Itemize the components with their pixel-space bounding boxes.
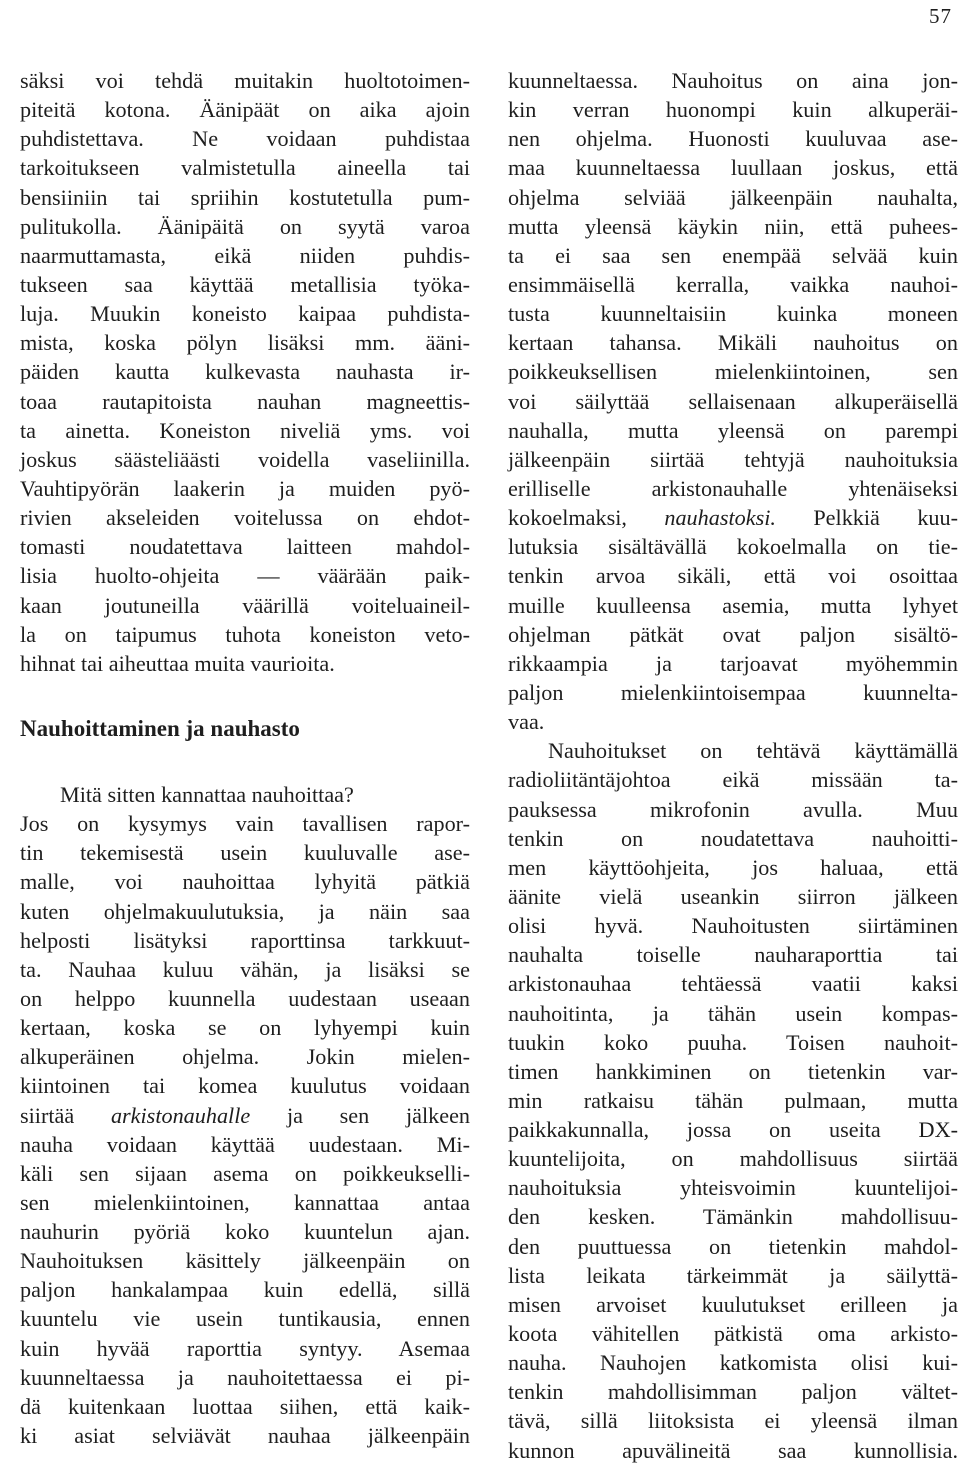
section-heading: Nauhoittaminen ja nauhasto: [20, 715, 300, 741]
text-line: nauhoituksia yhteisvoimin kuuntelijoi-: [508, 1175, 958, 1201]
text-line: helposti lisätyksi raporttinsa tarkkuut-: [20, 927, 470, 953]
text-line: lisia huolto-ohjeita — väärään paik-: [20, 563, 470, 589]
text-line: arkistonauhaa tehtäessä vaatii kaksi: [508, 971, 958, 997]
text-line: kunnon apuvälineitä saa kunnollisia.: [508, 1437, 958, 1463]
text-line: voi säilyttää sellaisenaan alkuperäisellä: [508, 388, 958, 414]
text-line: äänite vielä useankin siirron jälkeen: [508, 883, 958, 909]
text-line: tenkin arvoa sikäli, että voi osoittaa: [508, 563, 958, 589]
text-line: on helppo kuunnella uudestaan useaan: [20, 985, 470, 1011]
text-line: tenkin on noudatettava nauhoitti-: [508, 825, 958, 851]
text-line: Mitä sitten kannattaa nauhoittaa?: [60, 781, 354, 807]
text-segment: siirtää: [20, 1102, 75, 1128]
text-line: nauhalla, mutta yleensä on parempi: [508, 417, 958, 443]
text-line: piteitä kotona. Äänipäät on aika ajoin: [20, 97, 470, 123]
text-line: kuunneltaessa. Nauhoitus on aina jon-: [508, 68, 958, 93]
text-segment: Pelkkiä kuu-: [813, 505, 958, 531]
text-segment: kokoelmaksi,: [508, 505, 627, 531]
text-line: nauhurin pyöriä koko kuuntelun ajan.: [20, 1219, 470, 1245]
text-line: kertaan tahansa. Mikäli nauhoitus on: [508, 330, 958, 356]
text-line: tarkoitukseen valmistetulla aineella tai: [20, 155, 470, 181]
text-line: muille kuulleensa asemia, mutta lyhyet: [508, 592, 958, 618]
text-line: kuunneltaessa ja nauhoitettaessa ei pi-: [20, 1364, 470, 1390]
right-paragraph-technique: [508, 736, 958, 1465]
text-line: tävä, sillä liitoksista ei yleensä ilman: [508, 1408, 958, 1434]
text-line: tuukin koko puuha. Toisen nauhoit-: [508, 1029, 958, 1055]
text-line: ohjelman pätkät ovat paljon sisältö-: [508, 621, 958, 647]
text-line: nauha. Nauhojen katkomista olisi kui-: [508, 1350, 958, 1376]
text-line: kertaan, koska se on lyhyempi kuin: [20, 1015, 470, 1041]
text-line: dä kuitenkaan luottaa siihen, että kaik-: [20, 1393, 470, 1419]
text-line: mutta yleensä käykin niin, että puhees-: [508, 213, 958, 239]
text-line: hihnat tai aiheuttaa muita vaurioita.: [20, 650, 335, 676]
text-line: nauha voidaan käyttää uudestaan. Mi-: [20, 1131, 470, 1157]
text-line: kin verran huonompi kuin alkuperäi-: [508, 97, 958, 123]
text-line: toaa rautapitoista nauhan magneettis-: [20, 388, 470, 414]
text-line: tusta kuunneltaisiin kuinka moneen: [508, 301, 958, 327]
text-line: den kesken. Tämänkin mahdollisuu-: [508, 1204, 958, 1230]
text-line: ensimmäisellä kerralla, vaikka nauhoi-: [508, 271, 958, 297]
text-line: nauhalta toiselle nauharaporttia tai: [508, 942, 958, 968]
text-line: lutuksia sisältävällä kokoelmalla on tie-: [508, 534, 958, 560]
text-line: käli sen sijaan asema on poikkeukselli-: [20, 1160, 470, 1186]
text-line: kuuntelu vie usein tuntikausia, ennen: [20, 1306, 470, 1332]
right-paragraph-archive: [508, 66, 958, 736]
text-line: erilliselle arkistonauhalle yhtenäiseksi: [508, 475, 958, 501]
text-line: alkuperäinen ohjelma. Jokin mielen-: [20, 1044, 470, 1070]
text-line: min ratkaisu tähän pulmaan, mutta: [508, 1087, 958, 1113]
text-line-mixed: [20, 1101, 470, 1130]
text-line: ohjelma selviää jälkeenpäin nauhalta,: [508, 184, 958, 210]
emphasis-term: nauhastoksi.: [664, 505, 776, 531]
text-line: kuten ohjelmakuulutuksia, ja näin saa: [20, 898, 470, 924]
text-line: radioliitäntäjohtoa eikä missään ta-: [508, 767, 958, 793]
left-column: [20, 66, 470, 1450]
text-line: tomasti noudatettava laitteen mahdol-: [20, 534, 470, 560]
text-line: timen hankkiminen on tietenkin var-: [508, 1058, 958, 1084]
text-line: ta ainetta. Koneiston niveliä yms. voi: [20, 417, 470, 443]
text-line: kuuntelijoita, on mahdollisuus siirtää: [508, 1146, 958, 1172]
text-line: kiintoinen tai komea kuulutus voidaan: [20, 1073, 470, 1099]
text-line: rikkaampia ja tarjoavat myöhemmin: [508, 650, 958, 676]
text-line: maa kuunneltaessa luullaan joskus, että: [508, 155, 958, 181]
text-line: tin tekemisestä usein kuuluvalle ase-: [20, 840, 470, 866]
text-line: mista, koska pölyn lisäksi mm. ääni-: [20, 330, 470, 356]
text-line: joskus säästeliäästi voidella vaseliinilla.: [20, 446, 470, 472]
text-line: la on taipumus tuhota koneiston veto-: [20, 621, 470, 647]
text-line: poikkeuksellisen mielenkiintoinen, sen: [508, 359, 958, 385]
text-line: päiden kautta kulkevasta nauhasta ir-: [20, 359, 470, 385]
text-line: jälkeenpäin siirtää tehtyjä nauhoituksia: [508, 446, 958, 472]
text-line: pauksessa mikrofonin avulla. Muu: [508, 796, 958, 822]
left-paragraph-maintenance: [20, 66, 470, 678]
text-line: puhdistettava. Ne voidaan puhdistaa: [20, 126, 470, 152]
text-line: men käyttöohjeita, jos haluaa, että: [508, 854, 958, 880]
text-segment: ja sen jälkeen: [286, 1102, 471, 1128]
right-column: [508, 66, 958, 1465]
text-line: ta ei saa sen enempää selvää kuin: [508, 242, 958, 268]
text-line: paljon hankalampaa kuin edellä, sillä: [20, 1277, 470, 1303]
text-line: kuin hyvää raporttia syntyy. Asemaa: [20, 1335, 470, 1361]
text-line: nauhoitinta, ja tähän usein kompas-: [508, 1000, 958, 1026]
text-line: tenkin mahdollisimman paljon vältet-: [508, 1379, 958, 1405]
text-line: säksi voi tehdä muitakin huoltotoimen-: [20, 68, 470, 93]
text-line: pulitukolla. Äänipäitä on syytä varoa: [20, 213, 470, 239]
text-line: ki asiat selviävät nauhaa jälkeenpäin: [20, 1423, 470, 1449]
text-line: bensiiniin tai spriihin kostutetulla pum-: [20, 184, 470, 210]
text-line: paljon mielenkiintoisempaa kuunnelta-: [508, 679, 958, 705]
text-line: olisi hyvä. Nauhoitusten siirtäminen: [508, 913, 958, 939]
text-line: koota vähitellen pätkistä oma arkisto-: [508, 1321, 958, 1347]
text-line: lista leikata tärkeimmät ja säilyttä-: [508, 1262, 958, 1288]
text-line: paikkakunnalla, jossa on useita DX-: [508, 1117, 958, 1143]
text-line: malle, voi nauhoittaa lyhyitä pätkiä: [20, 869, 470, 895]
text-line: ta. Nauhaa kuluu vähän, ja lisäksi se: [20, 956, 470, 982]
text-line: nen ohjelma. Huonosti kuuluvaa ase-: [508, 126, 958, 152]
text-line: Jos on kysymys vain tavallisen rapor-: [20, 811, 470, 837]
text-line-mixed: [508, 503, 958, 532]
page-number: 57: [929, 4, 952, 28]
text-line: rivien akseleiden voitelussa on ehdot-: [20, 505, 470, 531]
text-line: kaan joutuneilla väärillä voiteluaineil-: [20, 592, 470, 618]
text-line: sen mielenkiintoinen, kannattaa antaa: [20, 1189, 470, 1215]
left-paragraph-recording: [20, 780, 470, 1450]
text-line: luja. Muukin koneisto kaipaa puhdista-: [20, 301, 470, 327]
text-line: Vauhtipyörän laakerin ja muiden pyö-: [20, 475, 470, 501]
text-line: den puuttuessa on tietenkin mahdol-: [508, 1233, 958, 1259]
emphasis-term: arkistonauhalle: [110, 1102, 251, 1128]
text-line: tukseen saa käyttää metallisia työka-: [20, 271, 470, 297]
text-line: Nauhoituksen käsittely jälkeenpäin on: [20, 1248, 470, 1274]
text-line: Nauhoitukset on tehtävä käyttämällä: [548, 738, 958, 764]
text-line: vaa.: [508, 709, 545, 735]
text-line: naarmuttamasta, eikä niiden puhdis-: [20, 242, 470, 268]
text-line: misen arvoiset kuulutukset erilleen ja: [508, 1291, 958, 1317]
